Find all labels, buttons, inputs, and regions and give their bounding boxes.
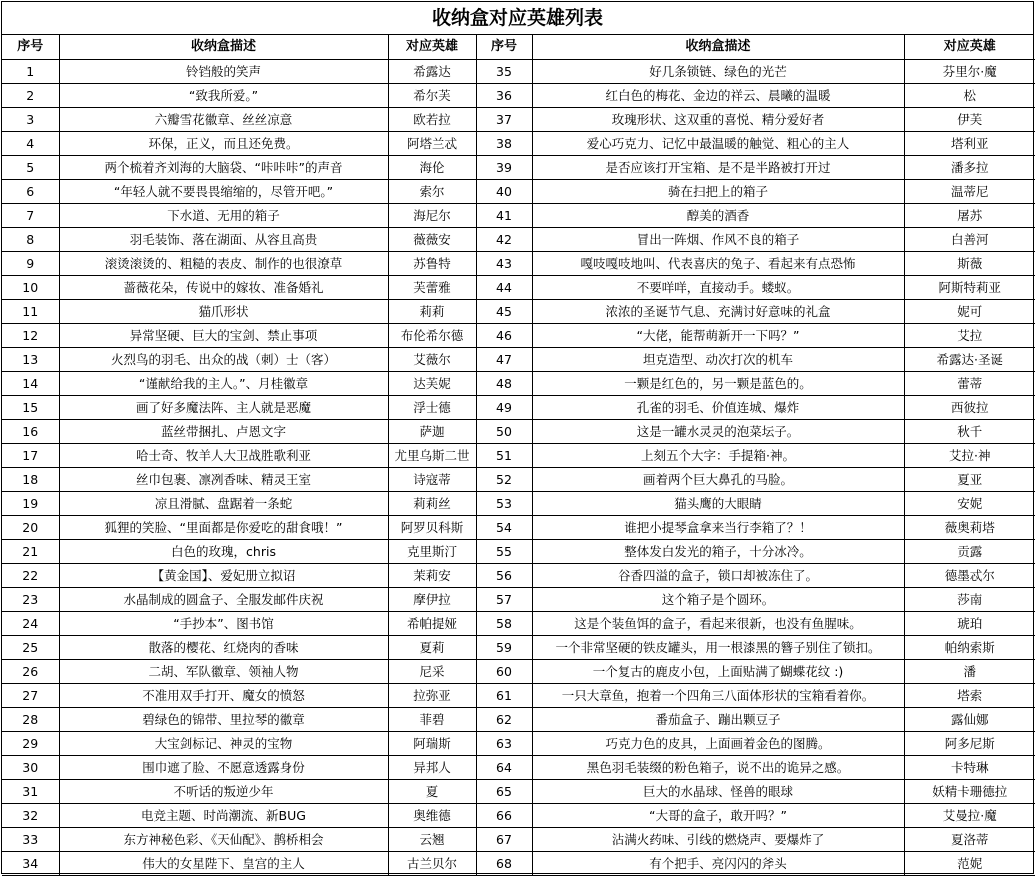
cell-description-left: 水晶制成的圆盒子、全服发邮件庆祝 bbox=[59, 587, 388, 611]
cell-description-right: 骑在扫把上的箱子 bbox=[532, 179, 904, 203]
cell-number-left: 29 bbox=[2, 731, 59, 755]
cell-number-right: 52 bbox=[476, 467, 532, 491]
cell-description-right: “大佬，能帮萌新开一下吗？” bbox=[532, 323, 904, 347]
cell-description-right: 浓浓的圣诞节气息、充满讨好意味的礼盒 bbox=[532, 299, 904, 323]
cell-hero-right: 伊芙 bbox=[904, 107, 1035, 131]
cell-description-left: 狐狸的笑脸、“里面都是你爱吃的甜食哦！” bbox=[59, 515, 388, 539]
cell-hero-right: 秋千 bbox=[904, 419, 1035, 443]
cell-number-right: 58 bbox=[476, 611, 532, 635]
cell-description-left: 蔷薇花朵，传说中的嫁妆、准备婚礼 bbox=[59, 275, 388, 299]
table-row bbox=[2, 563, 1035, 587]
table-row bbox=[2, 443, 1035, 467]
cell-description-right: 爱心巧克力、记忆中最温暖的触觉、粗心的主人 bbox=[532, 131, 904, 155]
cell-number-left: 23 bbox=[2, 587, 59, 611]
cell-description-right: 一颗是红色的，另一颗是蓝色的。 bbox=[532, 371, 904, 395]
cell-number-right: 46 bbox=[476, 323, 532, 347]
table-row bbox=[2, 587, 1035, 611]
cell-hero-right: 卡特琳 bbox=[904, 755, 1035, 779]
table-row bbox=[2, 395, 1035, 419]
cell-description-right: 好几条锁链、绿色的光芒 bbox=[532, 59, 904, 83]
table-row bbox=[2, 323, 1035, 347]
cell-hero-right: 琥珀 bbox=[904, 611, 1035, 635]
cell-number-right: 65 bbox=[476, 779, 532, 803]
cell-number-left: 14 bbox=[2, 371, 59, 395]
cell-number-right: 64 bbox=[476, 755, 532, 779]
cell-number-left: 11 bbox=[2, 299, 59, 323]
cell-number-right: 48 bbox=[476, 371, 532, 395]
cell-number-left: 24 bbox=[2, 611, 59, 635]
cell-hero-right: 夏洛蒂 bbox=[904, 827, 1035, 851]
cell-number-right: 49 bbox=[476, 395, 532, 419]
cell-hero-left: 莉莉丝 bbox=[388, 491, 476, 515]
header-number-right: 序号 bbox=[476, 35, 532, 59]
header-number-left: 序号 bbox=[2, 35, 59, 59]
cell-description-right: 巧克力色的皮具，上面画着金色的图腾。 bbox=[532, 731, 904, 755]
cell-description-left: 白色的玫瑰，chris bbox=[59, 539, 388, 563]
cell-number-left: 8 bbox=[2, 227, 59, 251]
cell-hero-left: 欧若拉 bbox=[388, 107, 476, 131]
cell-hero-right: 塔利亚 bbox=[904, 131, 1035, 155]
cell-number-right: 57 bbox=[476, 587, 532, 611]
cell-number-right: 43 bbox=[476, 251, 532, 275]
table-row bbox=[2, 611, 1035, 635]
cell-description-right: 有个把手、亮闪闪的斧头 bbox=[532, 851, 904, 875]
cell-number-right: 60 bbox=[476, 659, 532, 683]
cell-number-left: 33 bbox=[2, 827, 59, 851]
cell-description-left: 铃铛般的笑声 bbox=[59, 59, 388, 83]
cell-description-right: 坦克造型、动次打次的机车 bbox=[532, 347, 904, 371]
cell-description-left: “手抄本”、图书馆 bbox=[59, 611, 388, 635]
cell-hero-left: 海伦 bbox=[388, 155, 476, 179]
cell-description-left: 火烈鸟的羽毛、出众的战（刺）士（客） bbox=[59, 347, 388, 371]
cell-description-left: 下水道、无用的箱子 bbox=[59, 203, 388, 227]
cell-number-right: 54 bbox=[476, 515, 532, 539]
cell-number-left: 28 bbox=[2, 707, 59, 731]
cell-hero-right: 安妮 bbox=[904, 491, 1035, 515]
cell-hero-left: 克里斯汀 bbox=[388, 539, 476, 563]
cell-description-left: 伟大的女星陛下、皇宫的主人 bbox=[59, 851, 388, 875]
table-row bbox=[2, 227, 1035, 251]
cell-hero-left: 尼采 bbox=[388, 659, 476, 683]
cell-number-right: 53 bbox=[476, 491, 532, 515]
cell-description-right: 嘎吱嘎吱地叫、代表喜庆的兔子、看起来有点恐怖 bbox=[532, 251, 904, 275]
cell-description-right: 谷香四溢的盒子，锁口却被冻住了。 bbox=[532, 563, 904, 587]
cell-hero-left: 菲碧 bbox=[388, 707, 476, 731]
cell-description-right: 一个复古的鹿皮小包，上面贴满了蝴蝶花纹 :) bbox=[532, 659, 904, 683]
cell-number-left: 31 bbox=[2, 779, 59, 803]
table-row bbox=[2, 131, 1035, 155]
cell-description-left: 二胡、军队徽章、领袖人物 bbox=[59, 659, 388, 683]
cell-number-left: 4 bbox=[2, 131, 59, 155]
cell-number-left: 25 bbox=[2, 635, 59, 659]
cell-number-right: 40 bbox=[476, 179, 532, 203]
cell-number-left: 26 bbox=[2, 659, 59, 683]
cell-hero-right: 斯薇 bbox=[904, 251, 1035, 275]
cell-description-right: 是否应该打开宝箱、是不是半路被打开过 bbox=[532, 155, 904, 179]
table-row bbox=[2, 419, 1035, 443]
table-row bbox=[2, 275, 1035, 299]
table-row bbox=[2, 467, 1035, 491]
cell-number-left: 1 bbox=[2, 59, 59, 83]
cell-hero-left: 异邦人 bbox=[388, 755, 476, 779]
table-row bbox=[2, 491, 1035, 515]
cell-hero-right: 妮可 bbox=[904, 299, 1035, 323]
hero-box-table bbox=[2, 35, 1035, 876]
table-row bbox=[2, 659, 1035, 683]
cell-hero-left: 希露达 bbox=[388, 59, 476, 83]
cell-hero-right: 露仙娜 bbox=[904, 707, 1035, 731]
cell-number-right: 67 bbox=[476, 827, 532, 851]
cell-hero-right: 艾拉·神 bbox=[904, 443, 1035, 467]
cell-number-right: 68 bbox=[476, 851, 532, 875]
cell-hero-left: 夏 bbox=[388, 779, 476, 803]
cell-hero-right: 艾曼拉·魔 bbox=[904, 803, 1035, 827]
cell-number-left: 2 bbox=[2, 83, 59, 107]
cell-number-right: 42 bbox=[476, 227, 532, 251]
cell-number-left: 20 bbox=[2, 515, 59, 539]
cell-description-right: 这是个装鱼饵的盒子，看起来很新，也没有鱼腥味。 bbox=[532, 611, 904, 635]
cell-number-left: 27 bbox=[2, 683, 59, 707]
cell-number-right: 41 bbox=[476, 203, 532, 227]
cell-hero-left: 海尼尔 bbox=[388, 203, 476, 227]
table-row bbox=[2, 851, 1035, 875]
cell-description-left: 不准用双手打开、魔女的愤怒 bbox=[59, 683, 388, 707]
table-row bbox=[2, 299, 1035, 323]
cell-number-right: 44 bbox=[476, 275, 532, 299]
cell-number-right: 63 bbox=[476, 731, 532, 755]
cell-hero-left: 希帕提娅 bbox=[388, 611, 476, 635]
cell-hero-left: 莉莉 bbox=[388, 299, 476, 323]
cell-hero-right: 希露达·圣诞 bbox=[904, 347, 1035, 371]
cell-description-left: 【黄金国】、爱妃册立拟诏 bbox=[59, 563, 388, 587]
cell-hero-left: 拉弥亚 bbox=[388, 683, 476, 707]
cell-hero-right: 帕纳索斯 bbox=[904, 635, 1035, 659]
cell-description-right: “大哥的盒子，敢开吗？” bbox=[532, 803, 904, 827]
cell-hero-left: 苏鲁特 bbox=[388, 251, 476, 275]
cell-description-right: 冒出一阵烟、作风不良的箱子 bbox=[532, 227, 904, 251]
cell-number-right: 39 bbox=[476, 155, 532, 179]
cell-description-right: 一只大章鱼，抱着一个四角三八面体形状的宝箱看着你。 bbox=[532, 683, 904, 707]
cell-description-right: 猫头鹰的大眼睛 bbox=[532, 491, 904, 515]
table-row bbox=[2, 827, 1035, 851]
table-row bbox=[2, 155, 1035, 179]
cell-number-left: 15 bbox=[2, 395, 59, 419]
cell-number-right: 66 bbox=[476, 803, 532, 827]
cell-hero-right: 阿斯特莉亚 bbox=[904, 275, 1035, 299]
cell-description-right: 黑色羽毛装缀的粉色箱子，说不出的诡异之感。 bbox=[532, 755, 904, 779]
cell-description-right: 上刻五个大字：手提箱·神。 bbox=[532, 443, 904, 467]
cell-number-left: 13 bbox=[2, 347, 59, 371]
cell-description-right: 番茄盒子、蹦出颗豆子 bbox=[532, 707, 904, 731]
cell-description-left: 东方神秘色彩、《天仙配》、鹊桥相会 bbox=[59, 827, 388, 851]
cell-hero-right: 潘多拉 bbox=[904, 155, 1035, 179]
cell-number-left: 7 bbox=[2, 203, 59, 227]
cell-hero-left: 云翘 bbox=[388, 827, 476, 851]
cell-description-left: 画了好多魔法阵、主人就是恶魔 bbox=[59, 395, 388, 419]
cell-description-left: 围巾遮了脸、不愿意透露身份 bbox=[59, 755, 388, 779]
cell-hero-left: 阿瑞斯 bbox=[388, 731, 476, 755]
table-row bbox=[2, 371, 1035, 395]
cell-description-left: 大宝剑标记、神灵的宝物 bbox=[59, 731, 388, 755]
table-row bbox=[2, 539, 1035, 563]
cell-number-left: 34 bbox=[2, 851, 59, 875]
cell-number-left: 17 bbox=[2, 443, 59, 467]
cell-hero-right: 白善河 bbox=[904, 227, 1035, 251]
cell-hero-left: 茉莉安 bbox=[388, 563, 476, 587]
cell-description-left: 电竞主题、时尚潮流、新BUG bbox=[59, 803, 388, 827]
cell-description-left: “谨献给我的主人。”、月桂徽章 bbox=[59, 371, 388, 395]
cell-hero-left: 艾薇尔 bbox=[388, 347, 476, 371]
cell-hero-left: 浮士德 bbox=[388, 395, 476, 419]
table-row bbox=[2, 707, 1035, 731]
cell-description-right: 这是一罐水灵灵的泡菜坛子。 bbox=[532, 419, 904, 443]
cell-number-right: 45 bbox=[476, 299, 532, 323]
cell-description-left: 异常坚硬、巨大的宝剑、禁止事项 bbox=[59, 323, 388, 347]
cell-hero-left: 尤里乌斯二世 bbox=[388, 443, 476, 467]
cell-hero-left: 布伦希尔德 bbox=[388, 323, 476, 347]
cell-hero-right: 芬里尔·魔 bbox=[904, 59, 1035, 83]
cell-number-right: 51 bbox=[476, 443, 532, 467]
table-row bbox=[2, 635, 1035, 659]
cell-hero-left: 诗寇蒂 bbox=[388, 467, 476, 491]
header-description-right: 收纳盒描述 bbox=[532, 35, 904, 59]
cell-description-left: 不听话的叛逆少年 bbox=[59, 779, 388, 803]
cell-number-right: 37 bbox=[476, 107, 532, 131]
page-title: 收纳盒对应英雄列表 bbox=[2, 2, 1033, 35]
cell-hero-left: 摩伊拉 bbox=[388, 587, 476, 611]
table-row bbox=[2, 179, 1035, 203]
cell-description-left: “致我所爱。” bbox=[59, 83, 388, 107]
cell-description-right: 整体发白发光的箱子，十分冰冷。 bbox=[532, 539, 904, 563]
cell-hero-left: 古兰贝尔 bbox=[388, 851, 476, 875]
cell-number-left: 30 bbox=[2, 755, 59, 779]
header-hero-right: 对应英雄 bbox=[904, 35, 1035, 59]
table-row bbox=[2, 107, 1035, 131]
table-body bbox=[2, 59, 1035, 875]
header-description-left: 收纳盒描述 bbox=[59, 35, 388, 59]
cell-hero-left: 薇薇安 bbox=[388, 227, 476, 251]
cell-number-left: 12 bbox=[2, 323, 59, 347]
cell-hero-left: 索尔 bbox=[388, 179, 476, 203]
table-row bbox=[2, 203, 1035, 227]
table-row bbox=[2, 83, 1035, 107]
table-row bbox=[2, 683, 1035, 707]
cell-hero-right: 蕾蒂 bbox=[904, 371, 1035, 395]
cell-hero-right: 德墨忒尔 bbox=[904, 563, 1035, 587]
table-row bbox=[2, 59, 1035, 83]
cell-number-right: 59 bbox=[476, 635, 532, 659]
cell-description-right: 孔雀的羽毛、价值连城、爆炸 bbox=[532, 395, 904, 419]
cell-hero-right: 屠苏 bbox=[904, 203, 1035, 227]
cell-number-right: 62 bbox=[476, 707, 532, 731]
table-row bbox=[2, 755, 1035, 779]
cell-number-left: 10 bbox=[2, 275, 59, 299]
cell-number-right: 35 bbox=[476, 59, 532, 83]
cell-description-left: 凉且滑腻、盘踞着一条蛇 bbox=[59, 491, 388, 515]
cell-hero-right: 潘 bbox=[904, 659, 1035, 683]
cell-number-right: 61 bbox=[476, 683, 532, 707]
cell-number-right: 50 bbox=[476, 419, 532, 443]
table-row bbox=[2, 515, 1035, 539]
cell-description-left: 散落的樱花、红烧肉的香味 bbox=[59, 635, 388, 659]
cell-hero-right: 夏亚 bbox=[904, 467, 1035, 491]
cell-hero-left: 芙蕾雅 bbox=[388, 275, 476, 299]
cell-number-right: 56 bbox=[476, 563, 532, 587]
cell-number-right: 36 bbox=[476, 83, 532, 107]
cell-hero-right: 西彼拉 bbox=[904, 395, 1035, 419]
table-row bbox=[2, 779, 1035, 803]
cell-description-left: 六瓣雪花徽章、丝丝凉意 bbox=[59, 107, 388, 131]
cell-number-left: 5 bbox=[2, 155, 59, 179]
table-row bbox=[2, 251, 1035, 275]
cell-description-left: 环保，正义，而且还免费。 bbox=[59, 131, 388, 155]
cell-number-left: 9 bbox=[2, 251, 59, 275]
cell-hero-right: 松 bbox=[904, 83, 1035, 107]
cell-description-left: 羽毛装饰、落在湖面、从容且高贵 bbox=[59, 227, 388, 251]
cell-description-right: 这个箱子是个圆环。 bbox=[532, 587, 904, 611]
cell-description-right: 谁把小提琴盒拿来当行李箱了？！ bbox=[532, 515, 904, 539]
cell-number-left: 6 bbox=[2, 179, 59, 203]
cell-hero-left: 萨迦 bbox=[388, 419, 476, 443]
cell-description-right: 一个非常坚硬的铁皮罐头，用一根漆黑的簪子别住了锁扣。 bbox=[532, 635, 904, 659]
cell-number-left: 32 bbox=[2, 803, 59, 827]
cell-description-left: 碧绿色的锦带、里拉琴的徽章 bbox=[59, 707, 388, 731]
cell-number-left: 3 bbox=[2, 107, 59, 131]
table-row bbox=[2, 347, 1035, 371]
cell-hero-right: 塔索 bbox=[904, 683, 1035, 707]
cell-description-left: 滚烫滚烫的、粗糙的表皮、制作的也很潦草 bbox=[59, 251, 388, 275]
cell-description-right: 红白色的梅花、金边的祥云、晨曦的温暖 bbox=[532, 83, 904, 107]
cell-description-right: 沾满火药味、引线的燃烧声、要爆炸了 bbox=[532, 827, 904, 851]
cell-description-left: 哈士奇、牧羊人大卫战胜歌利亚 bbox=[59, 443, 388, 467]
cell-description-right: 玫瑰形状、这双重的喜悦、精分爱好者 bbox=[532, 107, 904, 131]
cell-hero-left: 达芙妮 bbox=[388, 371, 476, 395]
cell-number-left: 16 bbox=[2, 419, 59, 443]
cell-description-right: 醇美的酒香 bbox=[532, 203, 904, 227]
cell-number-left: 21 bbox=[2, 539, 59, 563]
cell-description-right: 不要咩咩，直接动手。蝼蚁。 bbox=[532, 275, 904, 299]
cell-hero-right: 温蒂尼 bbox=[904, 179, 1035, 203]
cell-description-left: 蓝丝带捆扎、卢恩文字 bbox=[59, 419, 388, 443]
cell-number-left: 19 bbox=[2, 491, 59, 515]
cell-hero-left: 希尔芙 bbox=[388, 83, 476, 107]
cell-number-right: 55 bbox=[476, 539, 532, 563]
cell-description-left: 猫爪形状 bbox=[59, 299, 388, 323]
table-header-row bbox=[2, 35, 1035, 59]
cell-hero-left: 夏莉 bbox=[388, 635, 476, 659]
cell-description-left: “年轻人就不要畏畏缩缩的，尽管开吧。” bbox=[59, 179, 388, 203]
cell-hero-right: 阿多尼斯 bbox=[904, 731, 1035, 755]
cell-hero-left: 奥维德 bbox=[388, 803, 476, 827]
cell-number-left: 22 bbox=[2, 563, 59, 587]
cell-description-left: 丝巾包裹、凛冽香味、精灵王室 bbox=[59, 467, 388, 491]
cell-number-right: 38 bbox=[476, 131, 532, 155]
cell-hero-right: 妖精卡珊德拉 bbox=[904, 779, 1035, 803]
cell-hero-right: 薇奥莉塔 bbox=[904, 515, 1035, 539]
table-row bbox=[2, 803, 1035, 827]
cell-hero-left: 阿罗贝科斯 bbox=[388, 515, 476, 539]
cell-number-right: 47 bbox=[476, 347, 532, 371]
header-hero-left: 对应英雄 bbox=[388, 35, 476, 59]
cell-hero-right: 贡露 bbox=[904, 539, 1035, 563]
cell-hero-left: 阿塔兰忒 bbox=[388, 131, 476, 155]
cell-description-right: 画着两个巨大鼻孔的马脸。 bbox=[532, 467, 904, 491]
cell-number-left: 18 bbox=[2, 467, 59, 491]
hero-box-table-document bbox=[1, 1, 1034, 874]
cell-hero-right: 范妮 bbox=[904, 851, 1035, 875]
table-row bbox=[2, 731, 1035, 755]
cell-hero-right: 艾拉 bbox=[904, 323, 1035, 347]
cell-description-right: 巨大的水晶球、怪兽的眼球 bbox=[532, 779, 904, 803]
cell-hero-right: 莎南 bbox=[904, 587, 1035, 611]
cell-description-left: 两个梳着齐刘海的大脑袋、“咔咔咔”的声音 bbox=[59, 155, 388, 179]
